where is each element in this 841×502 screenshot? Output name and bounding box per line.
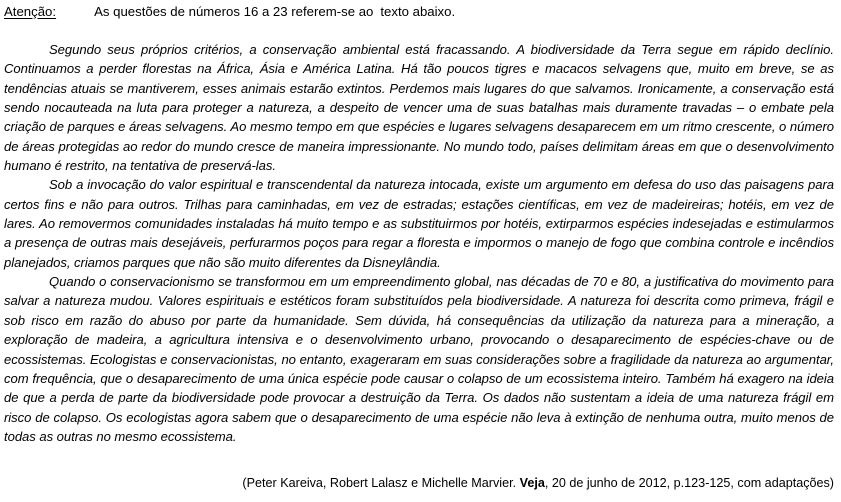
reading-passage [4,40,834,446]
passage-paragraph-3: Quando o conservacionismo se transformou em um empreendimento global, nas décadas de 70 e 80, a justificativa do movimento para salvar a natureza mudou. Valores espirituais e estéticos foram substituídos pela biodiversidade. A natureza foi descrita como primeva, frágil e sob risco em razão do abuso por parte da humanidade. Sem dúvida, há consequências da utilização da natureza para a mineração, a exploração de madeira, a agricultura intensiva e o desenvolvimento urbano, provocando o desaparecimento de espécies-chave ou de ecossistemas. Ecologistas e conservacionistas, no entanto, exageraram em suas considerações sobre a fragilidade da natureza ao argumentar, com frequência, que o desaparecimento de uma única espécie pode causar o colapso de um ecossistema inteiro. Também há exagero na ideia de que a perda de parte da biodiversidade pode provocar a destruição da Terra. Os dados não sustentam a ideia de uma natureza frágil em risco de colapso. Os ecologistas agora sabem que o desaparecimento de uma espécie não leva à extinção de nenhuma outra, muito menos de todas as outras no mesmo ecossistema. [4,274,834,444]
attention-label: Atenção: [4,4,57,19]
instruction-text: As questões de números 16 a 23 referem-se ao [94,4,374,19]
passage-paragraph-2: Sob a invocação do valor espiritual e transcendental da natureza intocada, existe um argumento em defesa do uso das paisagens para certos fins e não para outros. Trilhas para caminhadas, em vez de estradas; estações científicas, em vez de madeireiras; hotéis, em vez de lares. Ao removermos comunidades instaladas há muito tempo e as substituirmos por hotéis, extirparmos espécies indesejadas e estimularmos a presença de outras mais desejáveis, perfurarmos poços para regar a floresta e impormos o manejo de fogo que combina controle e incêndios planejados, criamos parques que não são muito diferentes da Disneylândia. [4,177,834,270]
attribution-authors: (Peter Kareiva, Robert Lalasz e Michelle Marvier. [242,476,520,490]
passage-paragraph-1: Segundo seus próprios critérios, a conservação ambiental está fracassando. A biodiversidade da Terra segue em rápido declínio. Continuamos a perder florestas na África, Ásia e América Latina. Há tão poucos tigres e macacos selvagens que, muito em breve, se as tendências atuais se mantiverem, esses animais estarão extintos. Perdemos mais lugares do que salvamos. Ironicamente, a conservação está sendo nocauteada na luta para proteger a natureza, a despeito de vencer uma de suas batalhas mais duramente travadas – o embate pela criação de parques e áreas selvagens. Ao mesmo tempo em que espécies e lugares selvagens desaparecem em um ritmo crescente, o número de áreas protegidas ao redor do mundo cresce de maneira impressionante. No mundo todo, países delimitam áreas em que o desenvolvimento humano é restrito, na tentativa de preservá-las. [4,42,834,174]
instruction-header [4,2,836,21]
source-attribution [4,474,834,492]
attribution-publication: Veja [519,476,545,490]
instruction-text-tail: texto abaixo. [380,4,456,19]
attribution-details: , 20 de junho de 2012, p.123-125, com adaptações) [544,476,834,490]
